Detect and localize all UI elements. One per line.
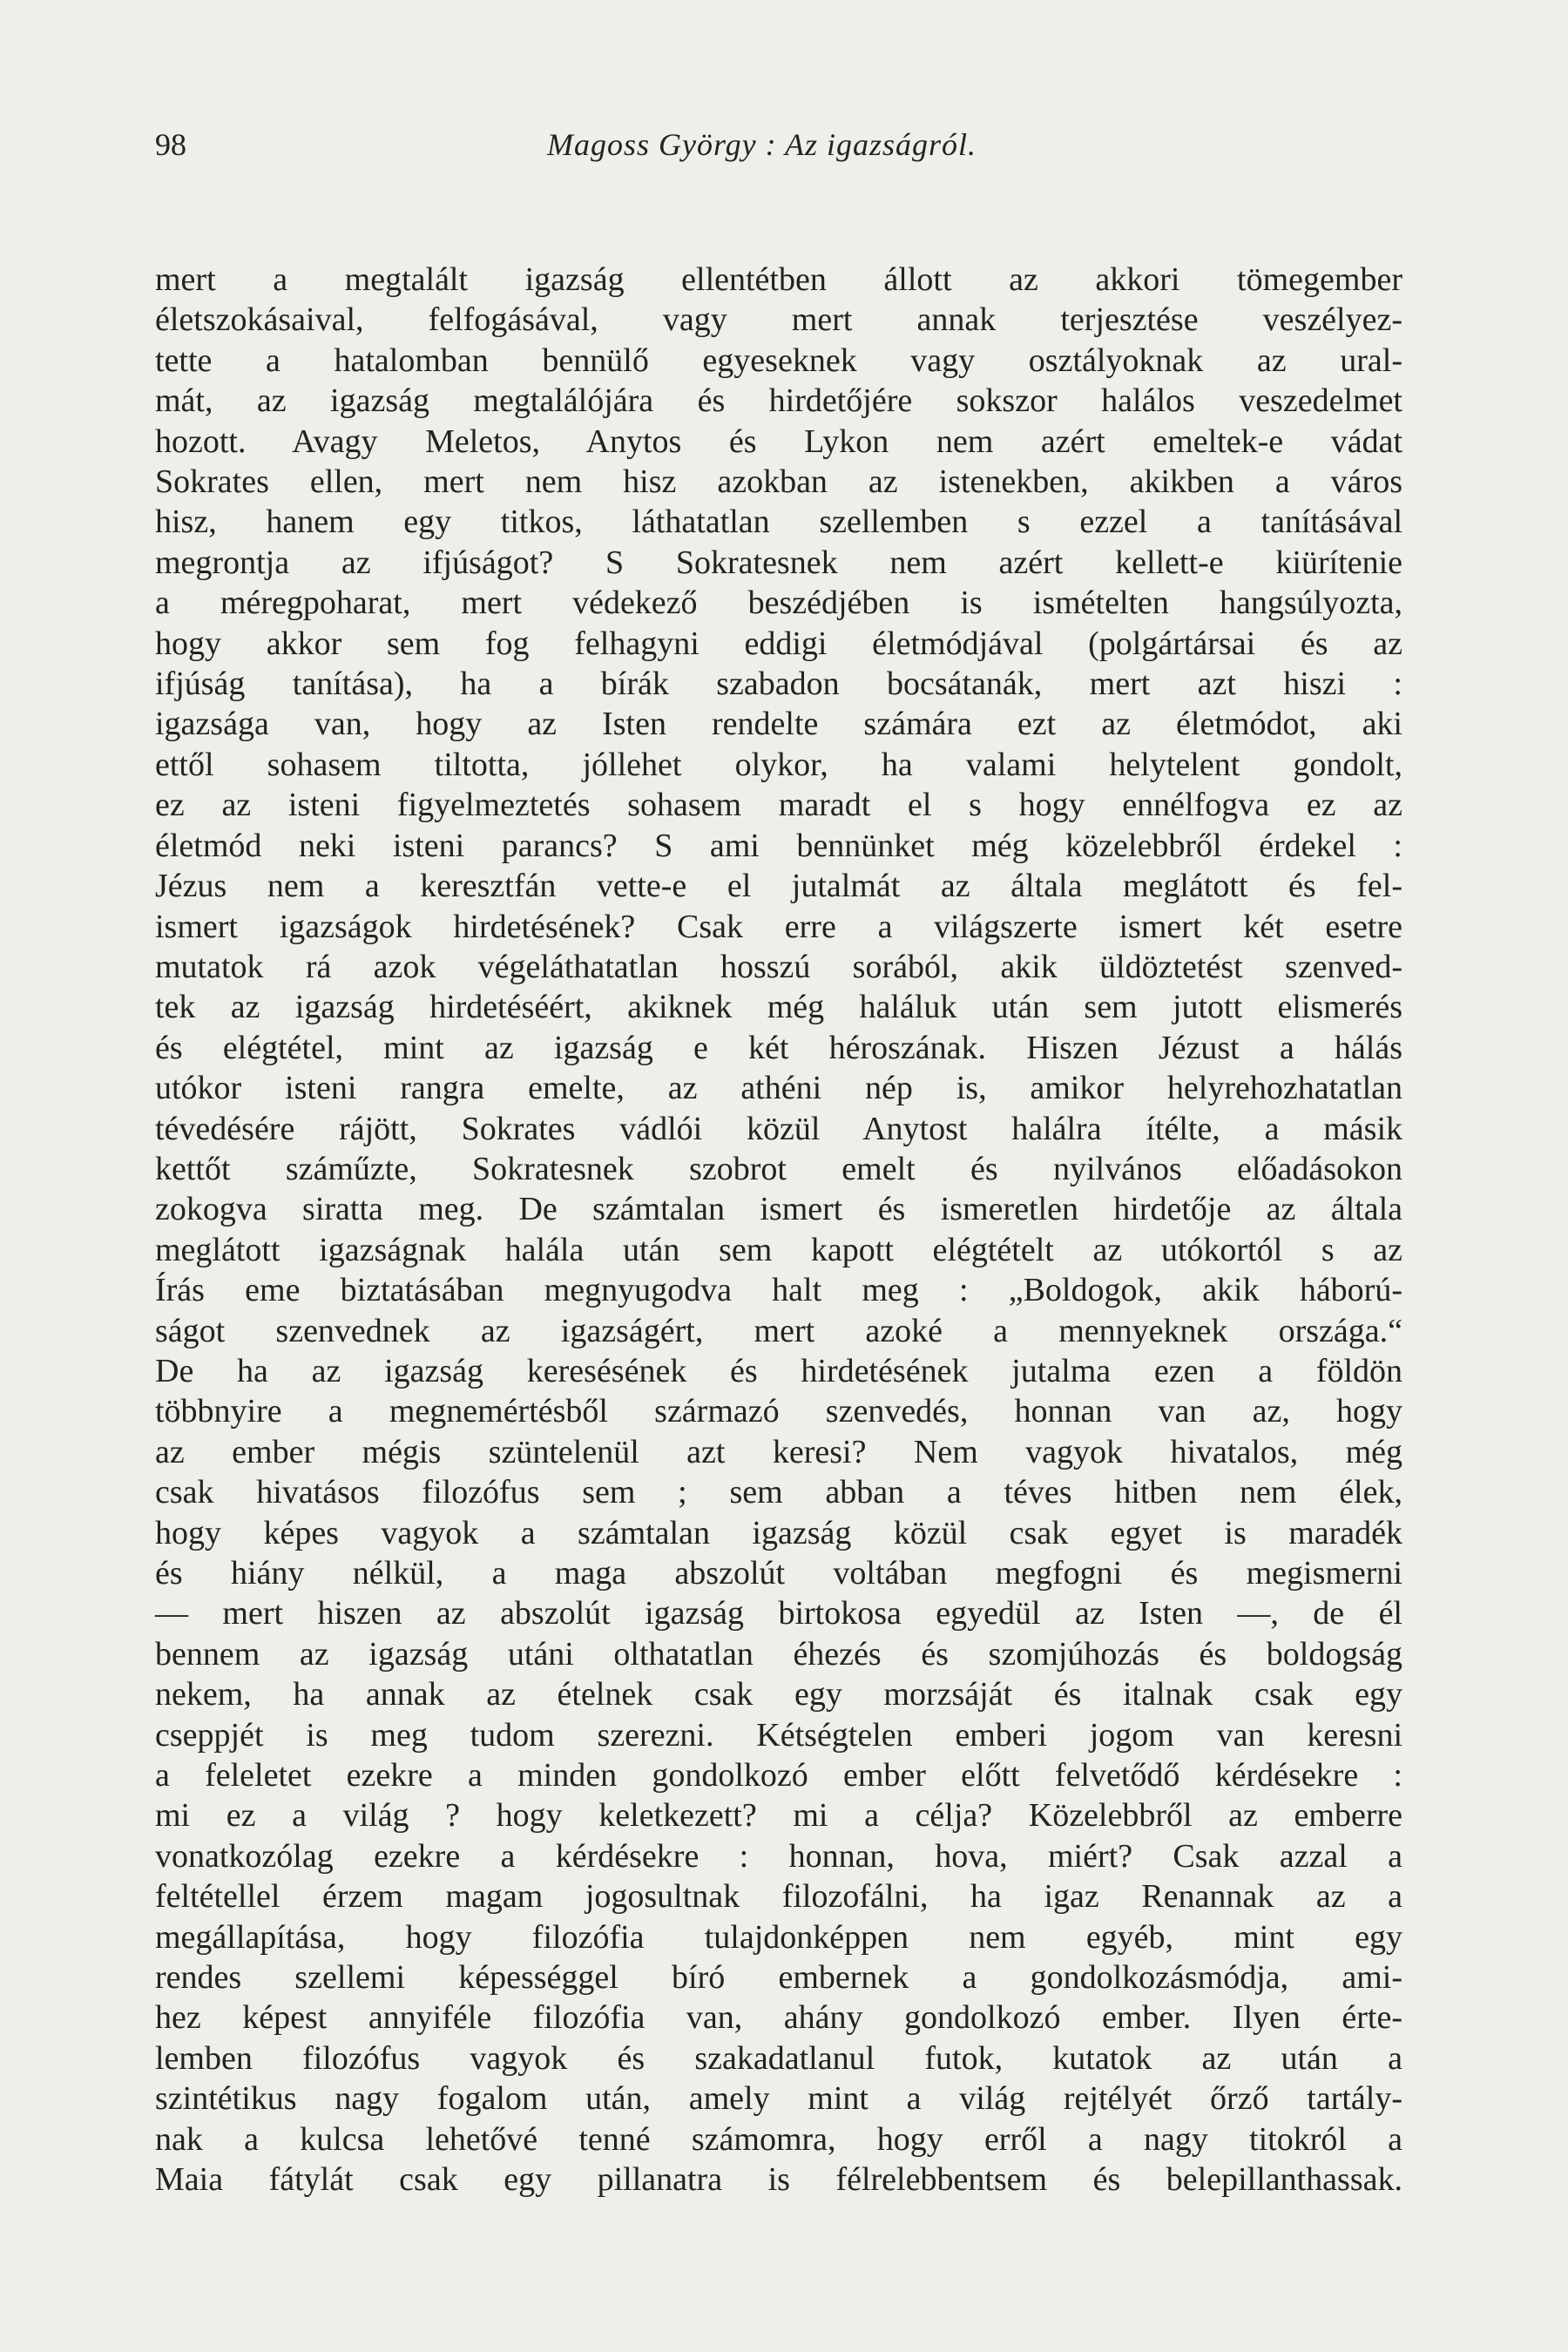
text-line: kettőt száműzte, Sokratesnek szobrot emelt és nyilvános előadásokon (155, 1150, 1402, 1187)
text-line: hozott. Avagy Meletos, Anytos és Lykon nem azért emeltek-e vádat (155, 422, 1402, 460)
body-text (155, 260, 1402, 2200)
text-line: megállapítása, hogy filozófia tulajdonképpen nem egyéb, mint egy (155, 1918, 1402, 1956)
text-line: cseppjét is meg tudom szerezni. Kétségtelen emberi jogom van keresni (155, 1716, 1402, 1754)
text-line: Maia fátylát csak egy pillanatra is félrelebbentsem és belepillanthassak. (155, 2161, 1402, 2199)
text-line: és elégtétel, mint az igazság e két héroszának. Hiszen Jézust a hálás (155, 1029, 1402, 1066)
text-line: Sokrates ellen, mert nem hisz azokban az istenekben, akikben a város (155, 463, 1402, 501)
text-line: szintétikus nagy fogalom után, amely mint a világ rejtélyét őrző tartály- (155, 2080, 1402, 2118)
text-line: ez az isteni figyelmeztetés sohasem maradt el s hogy ennélfogva ez az (155, 787, 1402, 824)
text-line: hogy képes vagyok a számtalan igazság közül csak egyet is maradék (155, 1514, 1402, 1551)
text-line: a feleletet ezekre a minden gondolkozó ember előtt felvetődő kérdésekre : (155, 1757, 1402, 1794)
text-line: tek az igazság hirdetéséért, akiknek még haláluk után sem jutott elismerés (155, 989, 1402, 1026)
text-line: hisz, hanem egy titkos, láthatatlan szellemben s ezzel a tanításával (155, 504, 1402, 541)
text-line: ságot szenvednek az igazságért, mert azoké a mennyeknek országa.“ (155, 1312, 1402, 1349)
running-title: Magoss György : Az igazságról. (547, 127, 977, 162)
text-line: a méregpoharat, mert védekező beszédjében is ismételten hangsúlyozta, (155, 585, 1402, 622)
text-line: mert a megtalált igazság ellentétben állott az akkori tömegember (155, 261, 1402, 298)
text-line: Jézus nem a keresztfán vette-e el jutalmát az általa meglátott és fel- (155, 868, 1402, 905)
page-number: 98 (155, 127, 186, 162)
text-line: feltétellel érzem magam jogosultnak filozofálni, ha igaz Renannak az a (155, 1878, 1402, 1916)
text-line: zokogva siratta meg. De számtalan ismert és ismeretlen hirdetője az általa (155, 1191, 1402, 1228)
text-line: Írás eme biztatásában megnyugodva halt meg : „Boldogok, akik háború- (155, 1272, 1402, 1309)
text-line: mát, az igazság megtalálójára és hirdetőjére sokszor halálos veszedelmet (155, 382, 1402, 420)
text-line: tévedésére rájött, Sokrates vádlói közül Anytost halálra ítélte, a másik (155, 1110, 1402, 1147)
text-line: életszokásaival, felfogásával, vagy mert annak terjesztése veszélyez- (155, 301, 1402, 339)
text-line: nak a kulcsa lehetővé tenné számomra, hogy erről a nagy titokról a (155, 2120, 1402, 2158)
text-line: az ember mégis szüntelenül azt keresi? Nem vagyok hivatalos, még (155, 1433, 1402, 1470)
text-line: meglátott igazságnak halála után sem kapott elégtételt az utókortól s az (155, 1231, 1402, 1268)
text-line: — mert hiszen az abszolút igazság birtokosa egyedül az Isten —, de él (155, 1595, 1402, 1632)
text-line: De ha az igazság keresésének és hirdetésének jutalma ezen a földön (155, 1352, 1402, 1389)
text-line: életmód neki isteni parancs? S ami bennünket még közelebbről érdekel : (155, 827, 1402, 864)
text-line: tette a hatalomban bennülő egyeseknek vagy osztályoknak az ural- (155, 341, 1402, 379)
text-line: mutatok rá azok végeláthatatlan hosszú sorából, akik üldöztetést szenved- (155, 948, 1402, 985)
text-line: nekem, ha annak az ételnek csak egy morzsáját és italnak csak egy (155, 1676, 1402, 1713)
text-line: többnyire a megnemértésből származó szenvedés, honnan van az, hogy (155, 1393, 1402, 1430)
text-line: igazsága van, hogy az Isten rendelte számára ezt az életmódot, aki (155, 706, 1402, 743)
text-line: hez képest annyiféle filozófia van, ahány gondolkozó ember. Ilyen érte- (155, 1999, 1402, 2037)
text-line: ifjúság tanítása), ha a bírák szabadon bocsátanák, mert azt hiszi : (155, 666, 1402, 703)
text-line: mi ez a világ ? hogy keletkezett? mi a célja? Közelebbről az emberre (155, 1797, 1402, 1835)
text-line: ettől sohasem tiltotta, jóllehet olykor, ha valami helytelent gondolt, (155, 746, 1402, 783)
text-line: hogy akkor sem fog felhagyni eddigi életmódjával (polgártársai és az (155, 625, 1402, 662)
text-line: lemben filozófus vagyok és szakadatlanul futok, kutatok az után a (155, 2039, 1402, 2077)
page-header (155, 126, 1402, 179)
text-line: megrontja az ifjúságot? S Sokratesnek nem azért kellett-e kiürítenie (155, 544, 1402, 581)
text-line: vonatkozólag ezekre a kérdésekre : honnan, hova, miért? Csak azzal a (155, 1837, 1402, 1875)
text-line: ismert igazságok hirdetésének? Csak erre a világszerte ismert két esetre (155, 908, 1402, 945)
text-line: bennem az igazság utáni olthatatlan éhezés és szomjúhozás és boldogság (155, 1635, 1402, 1673)
text-line: rendes szellemi képességgel bíró embernek a gondolkozásmódja, ami- (155, 1959, 1402, 1997)
text-line: utókor isteni rangra emelte, az athéni nép is, amikor helyrehozhatatlan (155, 1070, 1402, 1107)
text-line: és hiány nélkül, a maga abszolút voltában megfogni és megismerni (155, 1555, 1402, 1592)
text-line: csak hivatásos filozófus sem ; sem abban a téves hitben nem élek, (155, 1474, 1402, 1511)
